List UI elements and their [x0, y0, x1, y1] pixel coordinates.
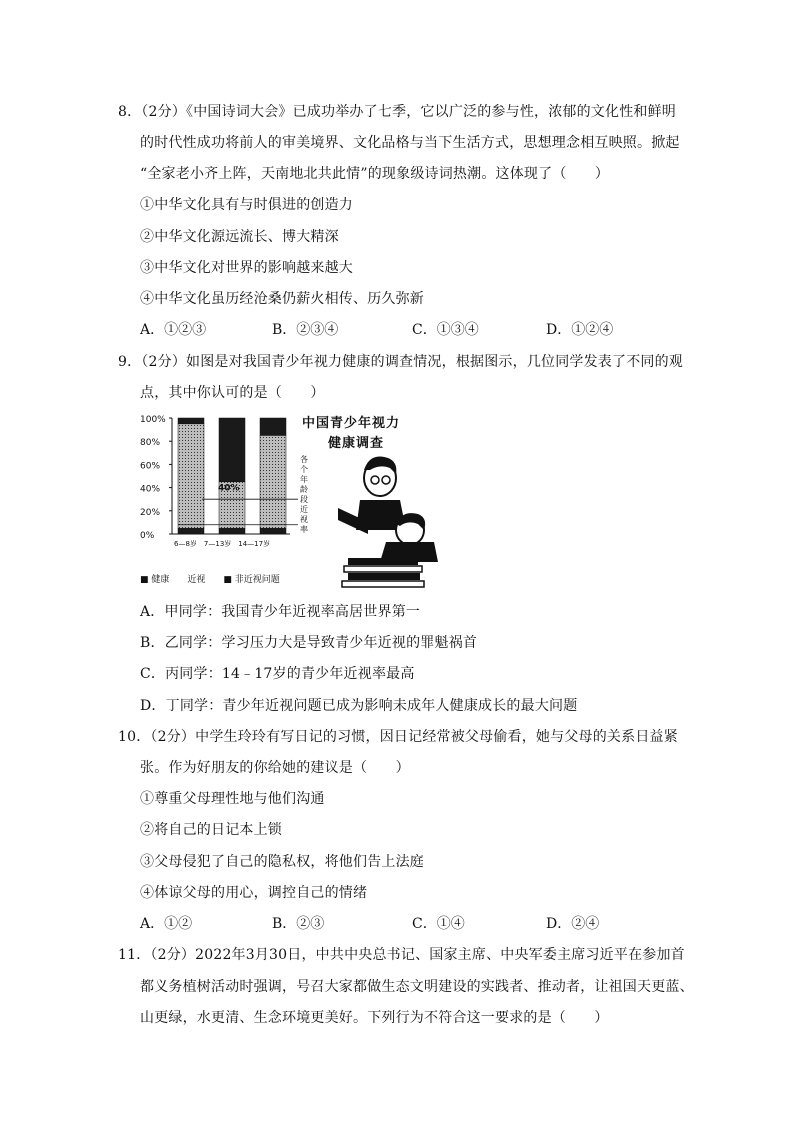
side-label-char: 段	[300, 495, 308, 504]
bar-非近视问题	[219, 418, 245, 482]
q8-option-b[interactable]: B．②③④	[272, 322, 339, 338]
bar-健康	[219, 528, 245, 534]
q10-option-d[interactable]: D．②④	[546, 916, 600, 932]
bar-近视	[178, 424, 204, 528]
q11-stem-line1: 11．（2分）2022年3月30日，中共中央总书记、国家主席、中央军委主席习近平在参加首	[118, 947, 685, 963]
q10-item-1: ①尊重父母理性地与他们沟通	[140, 791, 325, 807]
y-tick-label: 100%	[140, 415, 166, 425]
bar-健康	[178, 528, 204, 534]
side-label-char: 率	[300, 525, 308, 534]
bar-健康	[260, 528, 286, 534]
q8-item-2: ②中华文化源远流长、博大精深	[140, 229, 339, 245]
q9-option-c[interactable]: C．丙同学：14﹣17岁的青少年近视率最高	[140, 666, 415, 682]
students-reading-illustration	[330, 430, 440, 590]
side-label-char: 龄	[300, 485, 308, 494]
side-label-char: 年	[300, 475, 308, 484]
annotation-label: 40%	[218, 483, 240, 494]
q10-option-c[interactable]: C．①④	[412, 916, 465, 932]
side-label-char: 近	[300, 505, 308, 514]
chart-title-line2: 健康调查	[328, 436, 385, 451]
bar-近视	[260, 435, 286, 528]
q10-stem-line2: 张。作为好朋友的你给她的建议是（ ）	[140, 760, 410, 776]
side-label-char: 个	[300, 465, 308, 474]
q10-item-3: ③父母侵犯了自己的隐私权，将他们告上法庭	[140, 854, 424, 870]
chart-title-line1: 中国青少年视力	[302, 416, 401, 431]
q8-stem-line2: 的时代性成功将前人的审美境界、文化品格与当下生活方式，思想理念相互映照。掀起	[140, 135, 680, 151]
q8-item-3: ③中华文化对世界的影响越来越大	[140, 260, 353, 276]
q9-option-a[interactable]: A．甲同学：我国青少年近视率高居世界第一	[140, 604, 421, 620]
q10-stem-line1: 10．（2分）中学生玲玲有写日记的习惯，因日记经常被父母偷看，她与父母的关系日益紧	[118, 729, 678, 745]
q8-option-d[interactable]: D．①②④	[546, 322, 614, 338]
q10-option-a[interactable]: A．①②	[140, 916, 193, 932]
y-tick-label: 0%	[140, 531, 155, 541]
q9-option-b[interactable]: B．乙同学：学习压力大是导致青少年近视的罪魁祸首	[140, 635, 478, 651]
side-label-char: 视	[300, 515, 308, 524]
vision-survey-figure	[140, 410, 440, 590]
q8-stem-line1: 8．（2分）《中国诗词大会》已成功举办了七季，它以广泛的参与性，浓郁的文化性和鲜明	[118, 104, 677, 120]
q8-stem-line3: “全家老小齐上阵，天南地北共此情”的现象级诗词热潮。这体现了（ ）	[140, 166, 610, 182]
q8-item-4: ④中华文化虽历经沧桑仍薪火相传、历久弥新	[140, 291, 424, 307]
q10-item-4: ④体谅父母的用心，调控自己的情绪	[140, 885, 368, 901]
y-tick-label: 20%	[140, 507, 161, 518]
q10-option-b[interactable]: B．②③	[272, 916, 325, 932]
bar-非近视问题	[260, 418, 286, 435]
q8-item-1: ①中华文化具有与时俱进的创造力	[140, 197, 353, 213]
y-tick-label: 40%	[140, 484, 161, 495]
vision-bar-chart	[140, 410, 330, 590]
q8-option-c[interactable]: C．①③④	[412, 322, 479, 338]
q11-stem-line2: 都义务植树活动时强调，号召大家都做生态文明建设的实践者、推动者，让祖国天更蓝、	[140, 979, 694, 995]
q9-stem-line1: 9．（2分）如图是对我国青少年视力健康的调查情况，根据图示，几位同学发表了不同的观	[118, 354, 684, 370]
q11-stem-line3: 山更绿，水更清、生念环境更美好。下列行为不符合这一要求的是（ ）	[140, 1010, 609, 1026]
y-tick-label: 60%	[140, 461, 161, 472]
q10-item-2: ②将自己的日记本上锁	[140, 822, 282, 838]
side-label-char: 各	[300, 455, 308, 464]
y-tick-label: 80%	[140, 438, 161, 449]
q9-option-d[interactable]: D．丁同学：青少年近视问题已成为影响未成年人健康成长的最大问题	[140, 698, 578, 714]
chart-legend: ■ 健康 近视 ■ 非近视问题	[140, 575, 280, 585]
bar-非近视问题	[178, 418, 204, 424]
q8-option-a[interactable]: A．①②③	[140, 322, 207, 338]
q9-stem-line2: 点，其中你认可的是（ ）	[140, 385, 325, 401]
x-category-labels: 6—8岁 7—13岁 14—17岁	[174, 540, 271, 548]
